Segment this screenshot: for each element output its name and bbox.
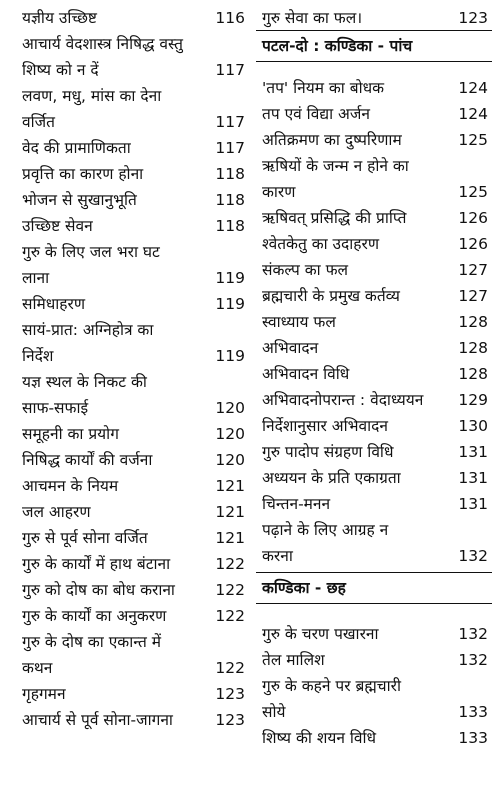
entry-page-number: 123: [458, 9, 488, 27]
entry-title: आचमन के नियम: [22, 477, 119, 495]
entry-page-number: 121: [215, 503, 245, 521]
entry-page-number: 121: [215, 529, 245, 547]
entry-page-number: 117: [215, 113, 245, 131]
entry-page-number: 130: [458, 417, 488, 435]
entry-title: आचार्य से पूर्व सोना-जागना: [22, 711, 173, 729]
entry-page-number: 118: [215, 191, 245, 209]
index-entry: [262, 646, 488, 672]
index-entry: [22, 82, 245, 108]
index-entry: [22, 134, 245, 160]
index-entry: [22, 264, 245, 290]
entry-page-number: 120: [215, 399, 245, 417]
entry-title: ऋषिवत् प्रसिद्धि की प्राप्ति: [262, 209, 407, 227]
entry-page-number: 125: [458, 183, 488, 201]
entry-title: गुरु के लिए जल भरा घट: [22, 243, 160, 261]
entry-page-number: 122: [215, 581, 245, 599]
index-entry: [262, 438, 488, 464]
heading-overline: [256, 30, 492, 31]
entry-title: तेल मालिश: [262, 651, 325, 669]
entry-title: प्रवृत्ति का कारण होना: [22, 165, 144, 183]
entry-title: वेद की प्रामाणिकता: [22, 139, 131, 157]
entry-title: लवण, मधु, मांस का देना: [22, 87, 162, 105]
index-entry: [262, 230, 488, 256]
entry-page-number: 133: [458, 703, 488, 721]
entry-title: निर्देश: [22, 347, 54, 365]
section-heading-text: पटल-दो : कण्डिका - पांच: [262, 37, 413, 55]
index-entry: [22, 290, 245, 316]
entry-title: गुरु के कार्यों का अनुकरण: [22, 607, 167, 625]
entry-title: अभिवादन विधि: [262, 365, 350, 383]
index-entry: [262, 152, 488, 178]
index-entry: [262, 4, 488, 30]
heading-underline: [256, 603, 492, 604]
entry-page-number: 131: [458, 443, 488, 461]
index-entry: [22, 706, 245, 732]
index-entry: [262, 620, 488, 646]
index-entry: [262, 490, 488, 516]
entry-page-number: 129: [458, 391, 488, 409]
index-entry: [262, 256, 488, 282]
entry-title: उच्छिष्ट सेवन: [22, 217, 93, 235]
index-entry: [22, 394, 245, 420]
index-entry: [262, 386, 488, 412]
index-entry: [22, 108, 245, 134]
index-entry: [22, 524, 245, 550]
entry-page-number: 127: [458, 287, 488, 305]
index-entry: [22, 576, 245, 602]
entry-title: निषिद्ध कार्यों की वर्जना: [22, 451, 153, 469]
index-entry: [22, 472, 245, 498]
entry-title: गुरु के कहने पर ब्रह्मचारी: [262, 677, 401, 695]
entry-title: गुरु के दोष का एकान्त में: [22, 633, 162, 651]
index-entry: [22, 316, 245, 342]
index-entry: [22, 4, 245, 30]
entry-page-number: 128: [458, 365, 488, 383]
entry-title: यज्ञ स्थल के निकट की: [22, 373, 147, 391]
entry-title: गृहगमन: [22, 685, 66, 703]
entry-page-number: 124: [458, 79, 488, 97]
entry-title: गुरु के चरण पखारना: [262, 625, 379, 643]
entry-title: जल आहरण: [22, 503, 91, 521]
section-heading: [262, 574, 488, 600]
index-entry: [22, 238, 245, 264]
index-entry: [262, 360, 488, 386]
index-entry: [262, 516, 488, 542]
index-entry: [22, 446, 245, 472]
index-entry: [22, 368, 245, 394]
index-entry: [262, 724, 488, 750]
entry-page-number: 126: [458, 235, 488, 253]
entry-page-number: 126: [458, 209, 488, 227]
index-entry: [22, 602, 245, 628]
entry-title: अभिवादन: [262, 339, 319, 357]
entry-page-number: 131: [458, 469, 488, 487]
entry-page-number: 131: [458, 495, 488, 513]
index-entry: [22, 654, 245, 680]
entry-page-number: 133: [458, 729, 488, 747]
entry-title: भोजन से सुखानुभूति: [22, 191, 137, 209]
index-entry: [262, 100, 488, 126]
entry-page-number: 119: [215, 295, 245, 313]
entry-title: 'तप' नियम का बोधक: [262, 79, 385, 97]
entry-title: तप एवं विद्या अर्जन: [262, 105, 370, 123]
entry-page-number: 119: [215, 347, 245, 365]
index-entry: [262, 308, 488, 334]
index-entry: [262, 464, 488, 490]
entry-title: यज्ञीय उच्छिष्ट: [22, 9, 97, 27]
index-entry: [262, 542, 488, 568]
entry-title: निर्देशानुसार अभिवादन: [262, 417, 388, 435]
index-entry: [22, 498, 245, 524]
index-entry: [22, 160, 245, 186]
entry-page-number: 122: [215, 607, 245, 625]
entry-page-number: 117: [215, 139, 245, 157]
entry-title: स्वाध्याय फल: [262, 313, 336, 331]
entry-title: श्वेतकेतु का उदाहरण: [262, 235, 380, 253]
entry-page-number: 120: [215, 425, 245, 443]
index-entry: [262, 178, 488, 204]
entry-title: ब्रह्मचारी के प्रमुख कर्तव्य: [262, 287, 400, 305]
heading-underline: [256, 61, 492, 62]
index-entry: [262, 698, 488, 724]
entry-title: आचार्य वेदशास्त्र निषिद्ध वस्तु: [22, 35, 183, 53]
entry-page-number: 125: [458, 131, 488, 149]
entry-title: करना: [262, 547, 293, 565]
index-entry: [22, 680, 245, 706]
index-entry: [22, 186, 245, 212]
entry-page-number: 124: [458, 105, 488, 123]
index-entry: [22, 56, 245, 82]
entry-page-number: 122: [215, 555, 245, 573]
entry-page-number: 123: [215, 711, 245, 729]
entry-page-number: 116: [215, 9, 245, 27]
entry-page-number: 117: [215, 61, 245, 79]
index-entry: [262, 282, 488, 308]
entry-page-number: 132: [458, 651, 488, 669]
entry-title: पढ़ाने के लिए आग्रह न: [262, 521, 389, 539]
entry-title: वर्जित: [22, 113, 55, 131]
entry-page-number: 121: [215, 477, 245, 495]
index-entry: [22, 550, 245, 576]
entry-title: अतिक्रमण का दुष्परिणाम: [262, 131, 402, 149]
index-entry: [262, 204, 488, 230]
entry-page-number: 120: [215, 451, 245, 469]
section-heading-text: कण्डिका - छह: [262, 579, 346, 597]
index-entry: [262, 672, 488, 698]
index-entry: [22, 420, 245, 446]
entry-page-number: 127: [458, 261, 488, 279]
index-entry: [22, 628, 245, 654]
entry-title: चिन्तन-मनन: [262, 495, 331, 513]
entry-page-number: 132: [458, 625, 488, 643]
index-entry: [22, 212, 245, 238]
entry-title: गुरु को दोष का बोध कराना: [22, 581, 175, 599]
entry-title: संकल्प का फल: [262, 261, 349, 279]
index-entry: [262, 74, 488, 100]
entry-page-number: 128: [458, 313, 488, 331]
index-entry: [262, 412, 488, 438]
entry-page-number: 119: [215, 269, 245, 287]
entry-title: साफ-सफाई: [22, 399, 89, 417]
entry-title: समूहनी का प्रयोग: [22, 425, 119, 443]
index-entry: [22, 342, 245, 368]
entry-page-number: 123: [215, 685, 245, 703]
section-heading: [262, 32, 488, 58]
entry-title: अध्ययन के प्रति एकाग्रता: [262, 469, 401, 487]
entry-page-number: 118: [215, 217, 245, 235]
entry-title: गुरु से पूर्व सोना वर्जित: [22, 529, 148, 547]
entry-title: लाना: [22, 269, 50, 287]
entry-page-number: 132: [458, 547, 488, 565]
entry-title: कथन: [22, 659, 53, 677]
entry-page-number: 122: [215, 659, 245, 677]
entry-title: सायं-प्रात: अग्निहोत्र का: [22, 321, 154, 339]
index-entry: [262, 126, 488, 152]
heading-overline: [256, 572, 492, 573]
entry-title: समिधाहरण: [22, 295, 86, 313]
entry-title: शिष्य को न दें: [22, 61, 99, 79]
entry-title: शिष्य की शयन विधि: [262, 729, 377, 747]
entry-page-number: 128: [458, 339, 488, 357]
index-entry: [22, 30, 245, 56]
index-entry: [262, 334, 488, 360]
entry-page-number: 118: [215, 165, 245, 183]
entry-title: गुरु के कार्यों में हाथ बंटाना: [22, 555, 171, 573]
entry-title: अभिवादनोपरान्त : वेदाध्ययन: [262, 391, 424, 409]
entry-title: ऋषियों के जन्म न होने का: [262, 157, 409, 175]
entry-title: गुरु पादोप संग्रहण विधि: [262, 443, 394, 461]
entry-title: गुरु सेवा का फल।: [262, 9, 363, 27]
entry-title: कारण: [262, 183, 296, 201]
entry-title: सोये: [262, 703, 286, 721]
